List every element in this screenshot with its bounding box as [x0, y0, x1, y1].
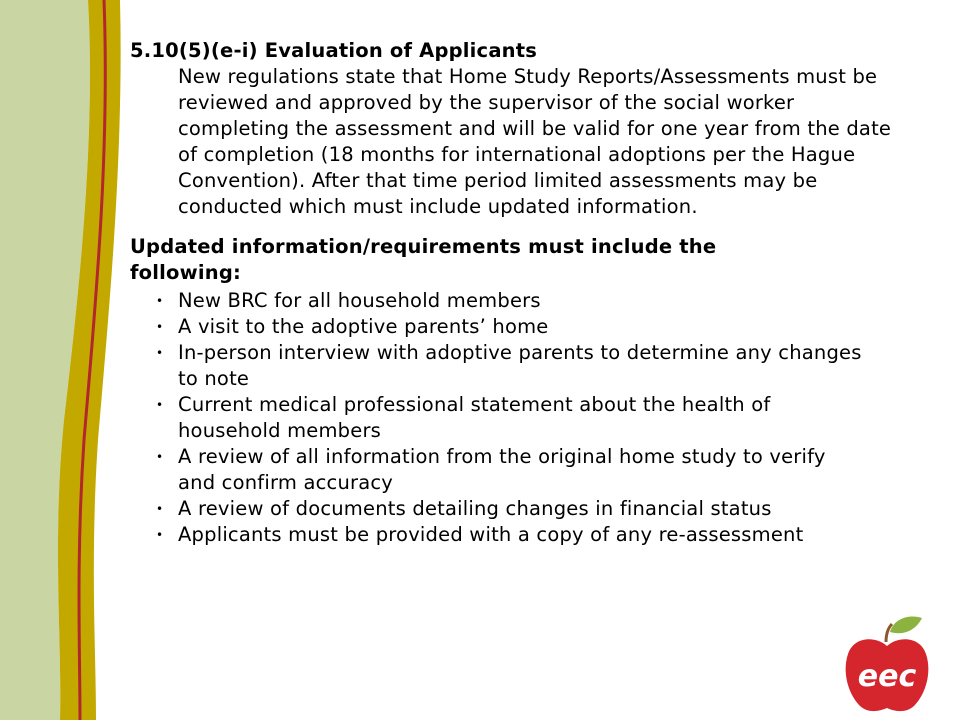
list-item-text: Applicants must be provided with a copy of any re-assessment: [178, 523, 804, 546]
list-item-text: In-person interview with adoptive parents to determine any changes to note: [178, 341, 862, 390]
list-item: [130, 392, 868, 444]
list-item: [130, 314, 868, 340]
list-item: [130, 522, 868, 548]
list-item-text: A review of all information from the original home study to verify and confirm accuracy: [178, 445, 826, 494]
list-item: [130, 496, 868, 522]
section-title: 5.10(5)(e-i) Evaluation of Applicants: [130, 39, 538, 62]
list-item-text: A review of documents detailing changes in financial status: [178, 497, 772, 520]
slide-content: [130, 38, 920, 548]
leaf-icon: [890, 617, 922, 634]
list-item: [130, 444, 868, 496]
bullet-icon: •: [156, 450, 164, 464]
list-item: [130, 340, 868, 392]
list-item-text: New BRC for all household members: [178, 289, 541, 312]
list-item-text: A visit to the adoptive parents’ home: [178, 315, 549, 338]
bullet-icon: •: [156, 294, 164, 308]
stem-icon: [886, 624, 892, 642]
list-item: [130, 288, 868, 314]
section-paragraph: New regulations state that Home Study Reports/Assessments must be reviewed and approved by the supervisor of the social worker completing the assessment and will be valid for one year from the date of completion (18 months for international adoptions per the Hague Convention). After that time period limited assessments may be conducted which must include updated information.: [178, 65, 892, 218]
bullet-icon: •: [156, 320, 164, 334]
bullet-icon: •: [156, 502, 164, 516]
bullet-icon: •: [156, 346, 164, 360]
eec-apple-logo: [842, 614, 932, 714]
list-item-text: Current medical professional statement about the health of household members: [178, 393, 771, 442]
logo-text: eec: [857, 659, 917, 694]
decorative-side-border: [0, 0, 130, 720]
bullet-icon: •: [156, 528, 164, 542]
bullet-icon: •: [156, 398, 164, 412]
requirements-list: [130, 288, 920, 548]
requirements-heading: Updated information/requirements must include the following:: [130, 235, 717, 284]
